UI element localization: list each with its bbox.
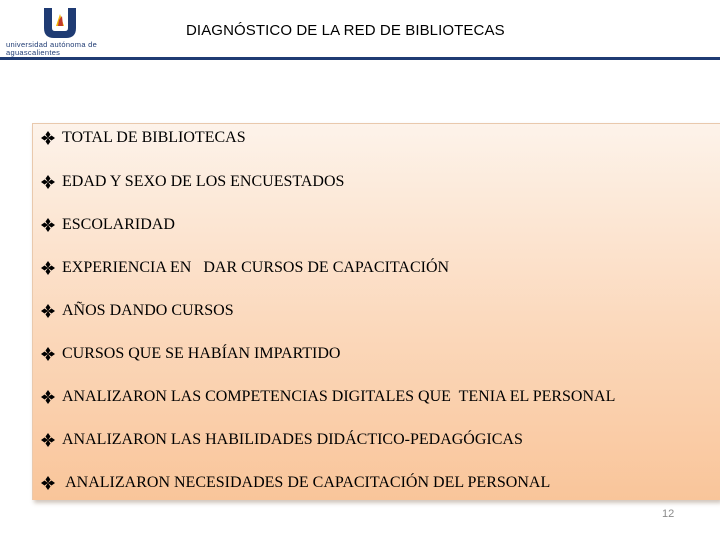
list-item-label: TOTAL DE BIBLIOTECAS xyxy=(62,129,246,146)
header-divider xyxy=(0,57,720,60)
four-diamond-bullet-icon xyxy=(41,390,55,404)
four-diamond-bullet-icon xyxy=(41,131,55,145)
four-diamond-bullet-icon xyxy=(41,476,55,490)
list-item-label: CURSOS QUE SE HABÍAN IMPARTIDO xyxy=(62,345,341,362)
list-item-label: EXPERIENCIA EN DAR CURSOS DE CAPACITACIÓN xyxy=(62,259,450,276)
list-item-label: ANALIZARON LAS HABILIDADES DIDÁCTICO-PEDAGÓGICAS xyxy=(62,431,523,448)
page-number: 12 xyxy=(662,508,675,520)
list-item-label: ESCOLARIDAD xyxy=(62,216,175,233)
list-item xyxy=(41,301,234,321)
content-panel xyxy=(32,123,720,500)
list-item-label: ANALIZARON NECESIDADES DE CAPACITACIÓN DEL PERSONAL xyxy=(62,474,551,491)
logo-text: universidad autónoma de aguascalientes xyxy=(6,40,98,57)
list-item-label: AÑOS DANDO CURSOS xyxy=(62,302,234,319)
four-diamond-bullet-icon xyxy=(41,175,55,189)
list-item xyxy=(41,172,344,192)
four-diamond-bullet-icon xyxy=(41,218,55,232)
four-diamond-bullet-icon xyxy=(41,261,55,275)
list-item xyxy=(41,344,340,364)
list-item xyxy=(41,430,523,450)
list-item-label: EDAD Y SEXO DE LOS ENCUESTADOS xyxy=(62,173,345,190)
list-item-label: ANALIZARON LAS COMPETENCIAS DIGITALES QUE TENIA EL PERSONAL xyxy=(62,388,616,405)
list-item xyxy=(41,215,175,235)
four-diamond-bullet-icon xyxy=(41,347,55,361)
list-item xyxy=(41,128,246,148)
page-title: DIAGNÓSTICO DE LA RED DE BIBLIOTECAS xyxy=(186,22,505,39)
four-diamond-bullet-icon xyxy=(41,433,55,447)
four-diamond-bullet-icon xyxy=(41,304,55,318)
list-item xyxy=(41,387,615,407)
list-item xyxy=(41,473,550,493)
university-logo-icon xyxy=(40,6,80,40)
list-item xyxy=(41,258,449,278)
university-logo xyxy=(6,6,116,58)
